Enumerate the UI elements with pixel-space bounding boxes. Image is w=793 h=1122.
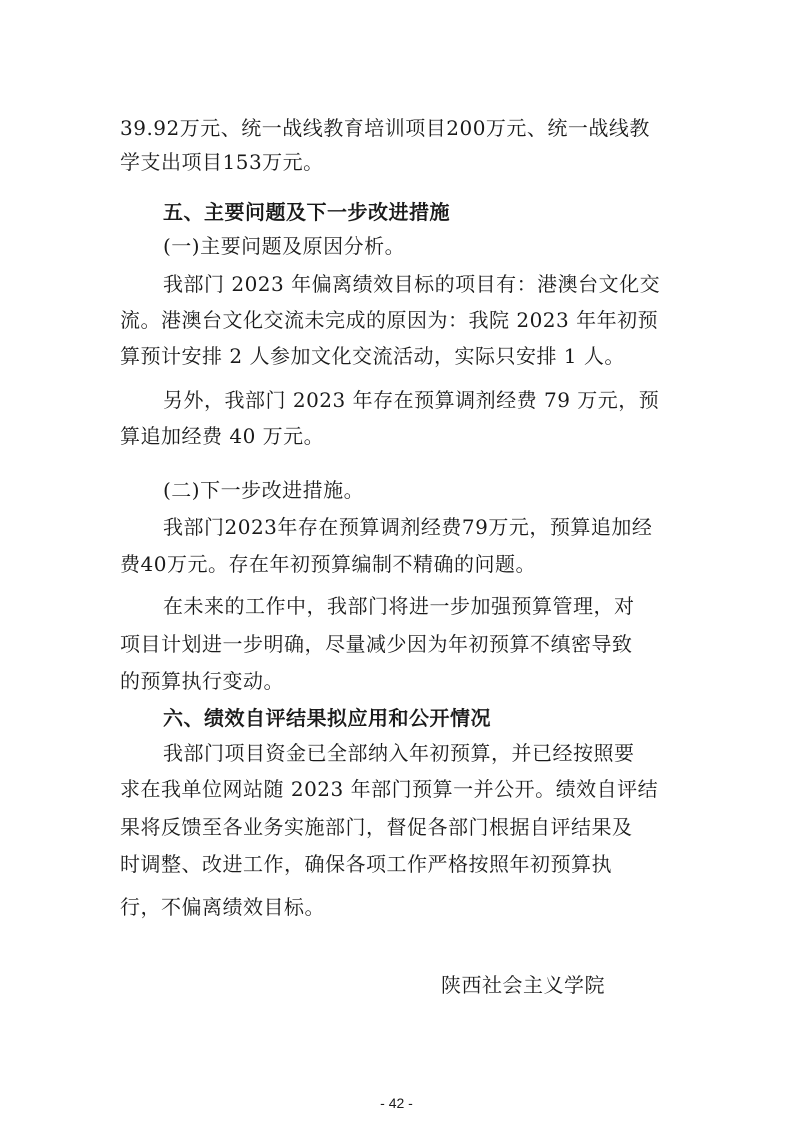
subsection-heading: (二)下一步改进措施。 [163,478,365,502]
paragraph-line: 的预算执行变动。 [120,669,284,693]
subsection-heading: (一)主要问题及原因分析。 [163,234,406,258]
paragraph-line: 流。港澳台文化交流未完成的原因为：我院 2023 年年初预 [120,308,659,332]
page-number: - 42 - [380,1095,413,1111]
section-heading: 五、主要问题及下一步改进措施 [163,200,450,224]
paragraph-line: 另外，我部门 2023 年存在预算调剂经费 79 万元，预 [163,388,660,412]
section-heading: 六、绩效自评结果拟应用和公开情况 [163,706,491,730]
paragraph-line: 项目计划进一步明确，尽量减少因为年初预算不缜密导致 [120,632,633,656]
paragraph-line: 我部门项目资金已全部纳入年初预算，并已经按照要 [163,741,635,765]
paragraph-line: 在未来的工作中，我部门将进一步加强预算管理，对 [163,594,635,618]
paragraph-line: 行，不偏离绩效目标。 [120,895,325,919]
paragraph-line: 求在我单位网站随 2023 年部门预算一并公开。绩效自评结 [120,777,659,801]
paragraph-line: 我部门2023年存在预算调剂经费79万元，预算追加经 [163,515,653,539]
paragraph-line: 费40万元。存在年初预算编制不精确的问题。 [120,552,536,576]
paragraph-line: 学支出项目153万元。 [120,150,324,174]
paragraph-line: 果将反馈至各业务实施部门，督促各部门根据自评结果及 [120,815,633,839]
paragraph-line: 算预计安排 2 人参加文化交流活动，实际只安排 1 人。 [120,344,625,368]
paragraph-line: 时调整、改进工作，确保各项工作严格按照年初预算执 [120,852,612,876]
paragraph-line: 39.92万元、统一战线教育培训项目200万元、统一战线教 [120,116,650,140]
paragraph-line: 算追加经费 40 万元。 [120,424,325,448]
paragraph-line: 我部门 2023 年偏离绩效目标的项目有：港澳台文化交 [163,272,661,296]
signature-organization: 陕西社会主义学院 [441,973,605,997]
